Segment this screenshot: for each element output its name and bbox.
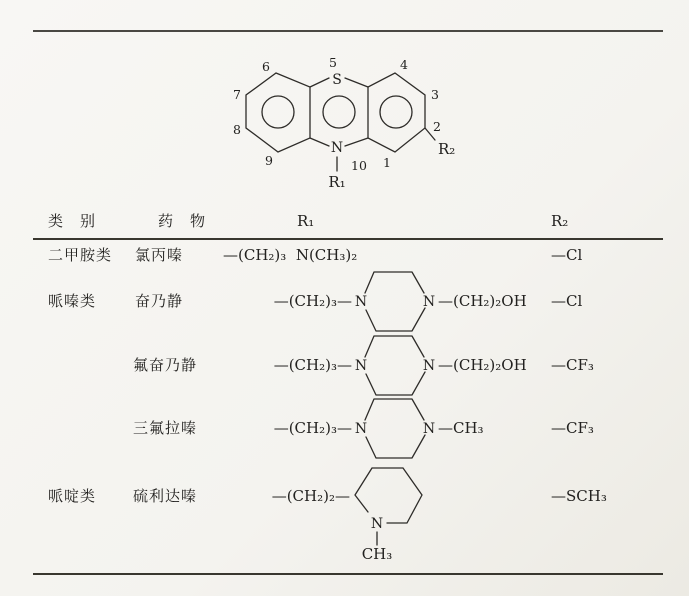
row2-category: 哌嗪类 <box>48 292 97 310</box>
sulfur-atom-label: S <box>332 72 342 88</box>
row5-category: 哌啶类 <box>48 487 97 505</box>
row3-r1-chain-left: —(CH₂)₃— <box>273 356 352 374</box>
piperazine-ring-bonds <box>365 336 425 395</box>
n-methyl-piperidine-ring <box>350 462 430 562</box>
piperazine-ring <box>352 267 438 335</box>
position-10-label: 10 <box>351 158 367 173</box>
phenothiazine-structure <box>230 50 456 191</box>
row1-r1-formula: —(CH₂)₃ N(CH₃)₂ <box>223 246 358 264</box>
piperidine-ring-bonds <box>355 468 422 523</box>
row3-drug: 氟奋乃静 <box>133 356 198 374</box>
row5-r1-chain-left: —(CH₂)₂— <box>271 487 350 505</box>
piperazine-n-left: N <box>354 294 368 310</box>
row4-r2-value: —CF₃ <box>551 419 594 437</box>
row4-r1-chain-right: —CH₃ <box>438 419 484 437</box>
position-4-label: 4 <box>400 57 408 72</box>
nitrogen-atom-label: N <box>330 140 344 156</box>
header-category: 类 别 <box>48 212 97 230</box>
row2-drug: 奋乃静 <box>135 292 184 310</box>
middle-ring-bonds <box>310 78 368 146</box>
row5-drug: 硫利达嗪 <box>133 487 198 505</box>
piperazine-n-right: N <box>422 294 436 310</box>
position-7-label: 7 <box>233 87 241 102</box>
piperidine-n-methyl: CH₃ <box>361 545 393 563</box>
position-5-label: 5 <box>329 55 337 70</box>
header-r1: R₁ <box>297 212 315 230</box>
piperazine-n-left: N <box>354 358 368 374</box>
header-r2: R₂ <box>551 212 569 230</box>
row1-r2-value: —Cl <box>551 246 583 264</box>
position-3-label: 3 <box>431 87 439 102</box>
row2-r2-value: —Cl <box>551 292 583 310</box>
r2-substituent-label: R₂ <box>438 140 456 158</box>
row3-r1-chain-right: —(CH₂)₂OH <box>438 356 527 374</box>
piperazine-ring <box>352 331 438 399</box>
row3-r2-value: —CF₃ <box>551 356 594 374</box>
benzene-ring-right <box>368 73 425 152</box>
row4-r1-chain-left: —(CH₂)₃— <box>273 419 352 437</box>
piperazine-n-left: N <box>354 421 368 437</box>
row2-r1-chain-right: —(CH₂)₂OH <box>438 292 527 310</box>
row4-drug: 三氟拉嗪 <box>133 419 198 437</box>
piperazine-n-right: N <box>422 421 436 437</box>
piperazine-n-right: N <box>422 358 436 374</box>
piperidine-n: N <box>370 516 384 532</box>
row1-category: 二甲胺类 <box>48 246 113 264</box>
bottom-rule <box>33 573 663 575</box>
row1-drug: 氯丙嗪 <box>135 246 184 264</box>
position-8-label: 8 <box>233 122 241 137</box>
top-rule <box>33 30 663 32</box>
position-9-label: 9 <box>265 153 273 168</box>
header-drug: 药 物 <box>158 212 207 230</box>
r1-substituent-label: R₁ <box>328 173 346 191</box>
row2-r1-chain-left: —(CH₂)₃— <box>273 292 352 310</box>
piperazine-ring-bonds <box>365 399 425 458</box>
position-2-label: 2 <box>433 119 441 134</box>
position-6-label: 6 <box>262 59 270 74</box>
benzene-ring-left <box>246 73 310 152</box>
aromatic-circle-left <box>262 96 294 128</box>
piperazine-ring-bonds <box>365 272 425 331</box>
position-1-label: 1 <box>383 155 391 170</box>
aromatic-circle-middle <box>323 96 355 128</box>
aromatic-circle-right <box>380 96 412 128</box>
row5-r2-value: —SCH₃ <box>551 487 607 505</box>
piperazine-ring <box>352 394 438 462</box>
header-rule <box>33 238 663 240</box>
